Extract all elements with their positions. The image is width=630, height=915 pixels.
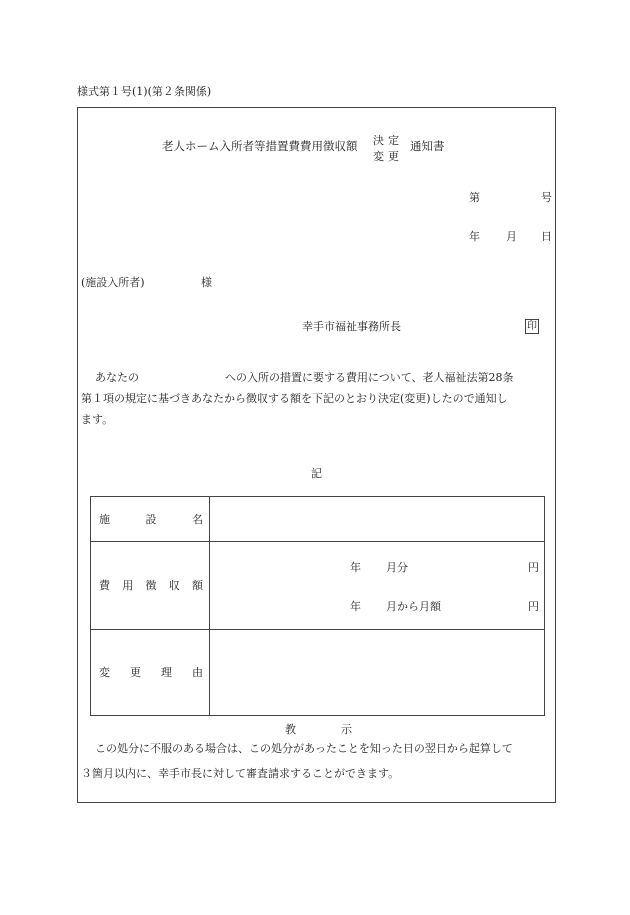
kyouji-line-2: ３箇月以内に、幸手市長に対して審査請求することができます。 — [81, 767, 400, 780]
title-option-decision: 決定 — [373, 134, 403, 147]
body-rest: への入所の措置に要する費用について、老人福祉法第28条 — [225, 371, 514, 384]
facility-label: 施 設 名 — [99, 512, 203, 526]
fee-line2-year: 年 — [350, 600, 361, 613]
fee-label: 費 用 徴 収 額 — [99, 579, 203, 592]
fee-line1-month: 月分 — [386, 561, 408, 574]
fee-line2-month: 月から月額 — [386, 600, 441, 613]
facility-value-cell — [210, 497, 545, 542]
row-facility — [91, 497, 545, 542]
row-reason — [91, 630, 545, 716]
fee-line2-yen: 円 — [528, 600, 539, 613]
title-option-change: 変更 — [373, 150, 403, 163]
kyouji-heading-1: 教 — [285, 723, 296, 736]
record-table — [90, 496, 545, 716]
body-line-3: ます。 — [81, 413, 114, 426]
reason-label: 変 更 理 由 — [99, 666, 203, 679]
fee-label-cell — [91, 542, 210, 630]
reason-value-cell — [210, 630, 545, 716]
row-fee — [91, 542, 545, 630]
addressee-honorific: 様 — [201, 276, 212, 289]
form-label: 様式第１号(1)(第２条関係) — [77, 85, 212, 98]
date-month: 月 — [506, 230, 517, 243]
number-prefix: 第 — [469, 191, 480, 204]
ki-heading: 記 — [311, 467, 322, 480]
title-options — [373, 133, 403, 165]
date-year: 年 — [469, 230, 480, 243]
issuer-name: 幸手市福祉事務所長 — [302, 320, 401, 333]
kyouji-line-1: この処分に不服のある場合は、この処分があったことを知った日の翌日から起算して — [95, 742, 513, 755]
number-suffix: 号 — [541, 191, 552, 204]
fee-line1-yen: 円 — [528, 561, 539, 574]
fee-value-cell — [210, 542, 545, 630]
body-line-1 — [81, 367, 551, 388]
seal-box: 印 — [527, 321, 537, 332]
kyouji-heading-2: 示 — [341, 723, 352, 736]
body-line-2: 第１項の規定に基づきあなたから徴収する額を下記のとおり決定(変更)したので通知し — [81, 392, 508, 405]
date-day: 日 — [541, 230, 552, 243]
kyouji-body — [81, 736, 551, 786]
addressee-label: (施設入所者) — [81, 276, 145, 289]
fee-line1-year: 年 — [350, 561, 361, 574]
body-paragraph — [81, 367, 551, 430]
facility-label-cell — [91, 497, 210, 542]
reason-label-cell — [91, 630, 210, 716]
title-suffix: 通知書 — [410, 139, 445, 153]
notice-title: 老人ホーム入所者等措置費費用徴収額 — [162, 139, 358, 153]
body-lead: あなたの — [95, 371, 139, 384]
